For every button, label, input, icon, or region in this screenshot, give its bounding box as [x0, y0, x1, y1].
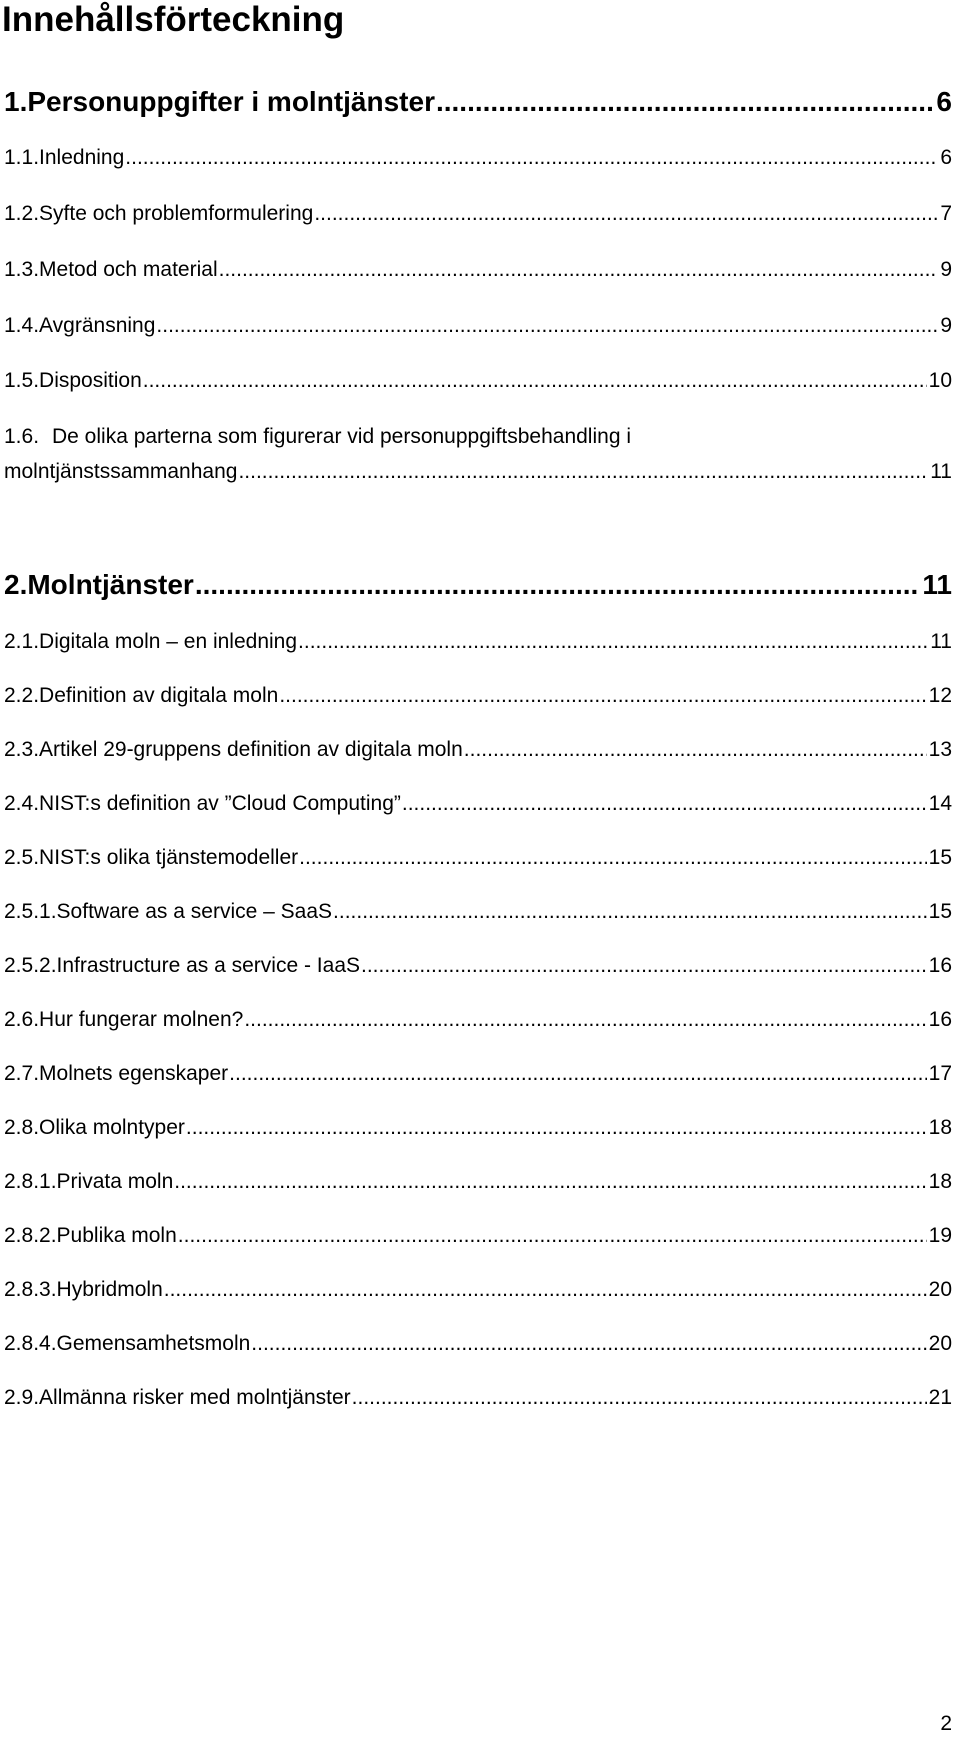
toc-entry-label: Syfte och problemformulering — [39, 202, 314, 225]
toc-dot-leader — [279, 684, 926, 708]
toc-entry-1-3[interactable] — [4, 258, 952, 290]
toc-entry-page: 9 — [940, 314, 952, 337]
toc-dot-leader — [361, 954, 927, 978]
toc-dot-leader — [164, 1278, 927, 1302]
toc-entry-label: Avgränsning — [39, 314, 156, 337]
toc-dot-leader — [238, 460, 928, 484]
toc-entry-page: 20 — [928, 1278, 952, 1301]
toc-entry-2-4[interactable] — [4, 792, 952, 824]
toc-entry-number: 1.3. — [4, 258, 40, 281]
toc-entry-1-6[interactable] — [4, 425, 952, 457]
toc-entry-number: 2.8.1. — [4, 1170, 57, 1193]
toc-entry-2-6[interactable] — [4, 1008, 952, 1040]
toc-dot-leader — [219, 258, 939, 282]
toc-entry-page: 15 — [928, 900, 952, 923]
toc-entry-page: 15 — [928, 846, 952, 869]
toc-dot-leader — [436, 86, 934, 118]
toc-entry-page: 14 — [928, 792, 952, 815]
toc-dot-leader — [251, 1332, 926, 1356]
toc-entry-label: NIST:s definition av ”Cloud Computing” — [39, 792, 401, 815]
toc-entry-2-7[interactable] — [4, 1062, 952, 1094]
toc-entry-label-continued: molntjänstssammanhang — [4, 460, 238, 483]
toc-entry-number: 2.8. — [4, 1116, 40, 1139]
toc-entry-label: Personuppgifter i molntjänster — [27, 86, 435, 117]
toc-entry-number: 1.2. — [4, 202, 40, 225]
toc-entry-page: 17 — [928, 1062, 952, 1085]
toc-entry-label: Allmänna risker med molntjänster — [39, 1386, 351, 1409]
toc-dot-leader — [333, 900, 927, 924]
toc-entry-label: Hybridmoln — [56, 1278, 163, 1301]
toc-entry-label: Molntjänster — [27, 569, 194, 600]
toc-entry-2-1[interactable] — [4, 630, 952, 662]
toc-entry-number: 2.8.3. — [4, 1278, 57, 1301]
toc-entry-label: Privata moln — [56, 1170, 174, 1193]
toc-entry-label: Artikel 29-gruppens definition av digitala moln — [39, 738, 463, 761]
toc-dot-leader — [244, 1008, 926, 1032]
toc-entry-1[interactable] — [4, 86, 952, 118]
toc-entry-page: 16 — [928, 1008, 952, 1031]
toc-entry-label: Infrastructure as a service - IaaS — [56, 954, 361, 977]
toc-entry-page: 21 — [928, 1386, 952, 1409]
toc-dot-leader — [143, 369, 927, 393]
toc-entry-number: 2.6. — [4, 1008, 40, 1031]
toc-entry-2-8-1[interactable] — [4, 1170, 952, 1202]
toc-entry-page: 11 — [930, 460, 952, 483]
toc-entry-2-5-2[interactable] — [4, 954, 952, 986]
toc-entry-page: 18 — [928, 1116, 952, 1139]
toc-entry-label: De olika parterna som figurerar vid personuppgiftsbehandling i — [52, 425, 631, 448]
toc-entry-label: Disposition — [39, 369, 142, 392]
toc-dot-leader — [314, 202, 938, 226]
toc-entry-2[interactable] — [4, 569, 952, 601]
toc-dot-leader — [229, 1062, 926, 1086]
toc-entry-number: 2.5.2. — [4, 954, 57, 977]
toc-entry-1-6-continued[interactable] — [4, 460, 952, 492]
toc-entry-2-8[interactable] — [4, 1116, 952, 1148]
toc-entry-1-2[interactable] — [4, 202, 952, 234]
toc-entry-number: 2.9. — [4, 1386, 40, 1409]
toc-entry-page: 6 — [936, 86, 952, 117]
toc-entry-2-9[interactable] — [4, 1386, 952, 1418]
toc-entry-label: Gemensamhetsmoln — [56, 1332, 251, 1355]
toc-dot-leader — [195, 569, 921, 601]
toc-dot-leader — [125, 146, 938, 170]
toc-entry-number: 2.8.2. — [4, 1224, 57, 1247]
toc-entry-label: NIST:s olika tjänstemodeller — [39, 846, 299, 869]
toc-dot-leader — [299, 846, 927, 870]
toc-entry-page: 20 — [928, 1332, 952, 1355]
toc-entry-page: 6 — [940, 146, 952, 169]
toc-entry-label: Metod och material — [39, 258, 218, 281]
toc-entry-label: Publika moln — [56, 1224, 177, 1247]
toc-entry-page: 11 — [922, 569, 952, 600]
toc-entry-page: 19 — [928, 1224, 952, 1247]
toc-entry-page: 12 — [928, 684, 952, 707]
toc-entry-number: 1.6. — [4, 425, 40, 448]
toc-entry-label: Hur fungerar molnen? — [39, 1008, 244, 1031]
toc-entry-number: 2.2. — [4, 684, 40, 707]
toc-entry-label: Definition av digitala moln — [39, 684, 279, 707]
toc-dot-leader — [464, 738, 927, 762]
toc-entry-number: 1.5. — [4, 369, 40, 392]
toc-entry-page: 13 — [928, 738, 952, 761]
toc-entry-2-5-1[interactable] — [4, 900, 952, 932]
toc-dot-leader — [298, 630, 928, 654]
toc-entry-label: Olika molntyper — [39, 1116, 185, 1139]
toc-entry-1-4[interactable] — [4, 314, 952, 346]
toc-entry-number: 2.3. — [4, 738, 40, 761]
toc-entry-number: 1. — [4, 86, 28, 117]
toc-entry-number: 2.7. — [4, 1062, 40, 1085]
toc-dot-leader — [156, 314, 938, 338]
toc-entry-number: 2.4. — [4, 792, 40, 815]
toc-entry-number: 2.5.1. — [4, 900, 57, 923]
toc-entry-2-8-3[interactable] — [4, 1278, 952, 1310]
toc-entry-page: 18 — [928, 1170, 952, 1193]
toc-entry-2-3[interactable] — [4, 738, 952, 770]
toc-entry-page: 11 — [930, 630, 952, 653]
toc-entry-label: Digitala moln – en inledning — [39, 630, 298, 653]
toc-dot-leader — [402, 792, 927, 816]
toc-entry-number: 2. — [4, 569, 28, 600]
toc-entry-page: 10 — [928, 369, 952, 392]
toc-dot-leader — [178, 1224, 927, 1248]
toc-entry-page: 16 — [928, 954, 952, 977]
toc-entry-2-5[interactable] — [4, 846, 952, 878]
toc-entry-page: 7 — [940, 202, 952, 225]
toc-entry-number: 2.8.4. — [4, 1332, 57, 1355]
toc-dot-leader — [352, 1386, 927, 1410]
toc-entry-label: Inledning — [39, 146, 125, 169]
toc-entry-number: 2.5. — [4, 846, 40, 869]
toc-entry-label: Molnets egenskaper — [39, 1062, 229, 1085]
toc-dot-leader — [174, 1170, 926, 1194]
toc-entry-number: 2.1. — [4, 630, 40, 653]
toc-entry-number: 1.1. — [4, 146, 40, 169]
toc-entry-2-8-2[interactable] — [4, 1224, 952, 1256]
toc-entry-number: 1.4. — [4, 314, 40, 337]
page-number: 2 — [940, 1712, 952, 1735]
toc-entry-2-8-4[interactable] — [4, 1332, 952, 1364]
toc-entry-2-2[interactable] — [4, 684, 952, 716]
toc-entry-label: Software as a service – SaaS — [56, 900, 333, 923]
toc-entry-1-5[interactable] — [4, 369, 952, 401]
toc-title: Innehållsförteckning — [2, 0, 345, 39]
toc-entry-1-1[interactable] — [4, 146, 952, 178]
toc-dot-leader — [186, 1116, 927, 1140]
toc-entry-page: 9 — [940, 258, 952, 281]
